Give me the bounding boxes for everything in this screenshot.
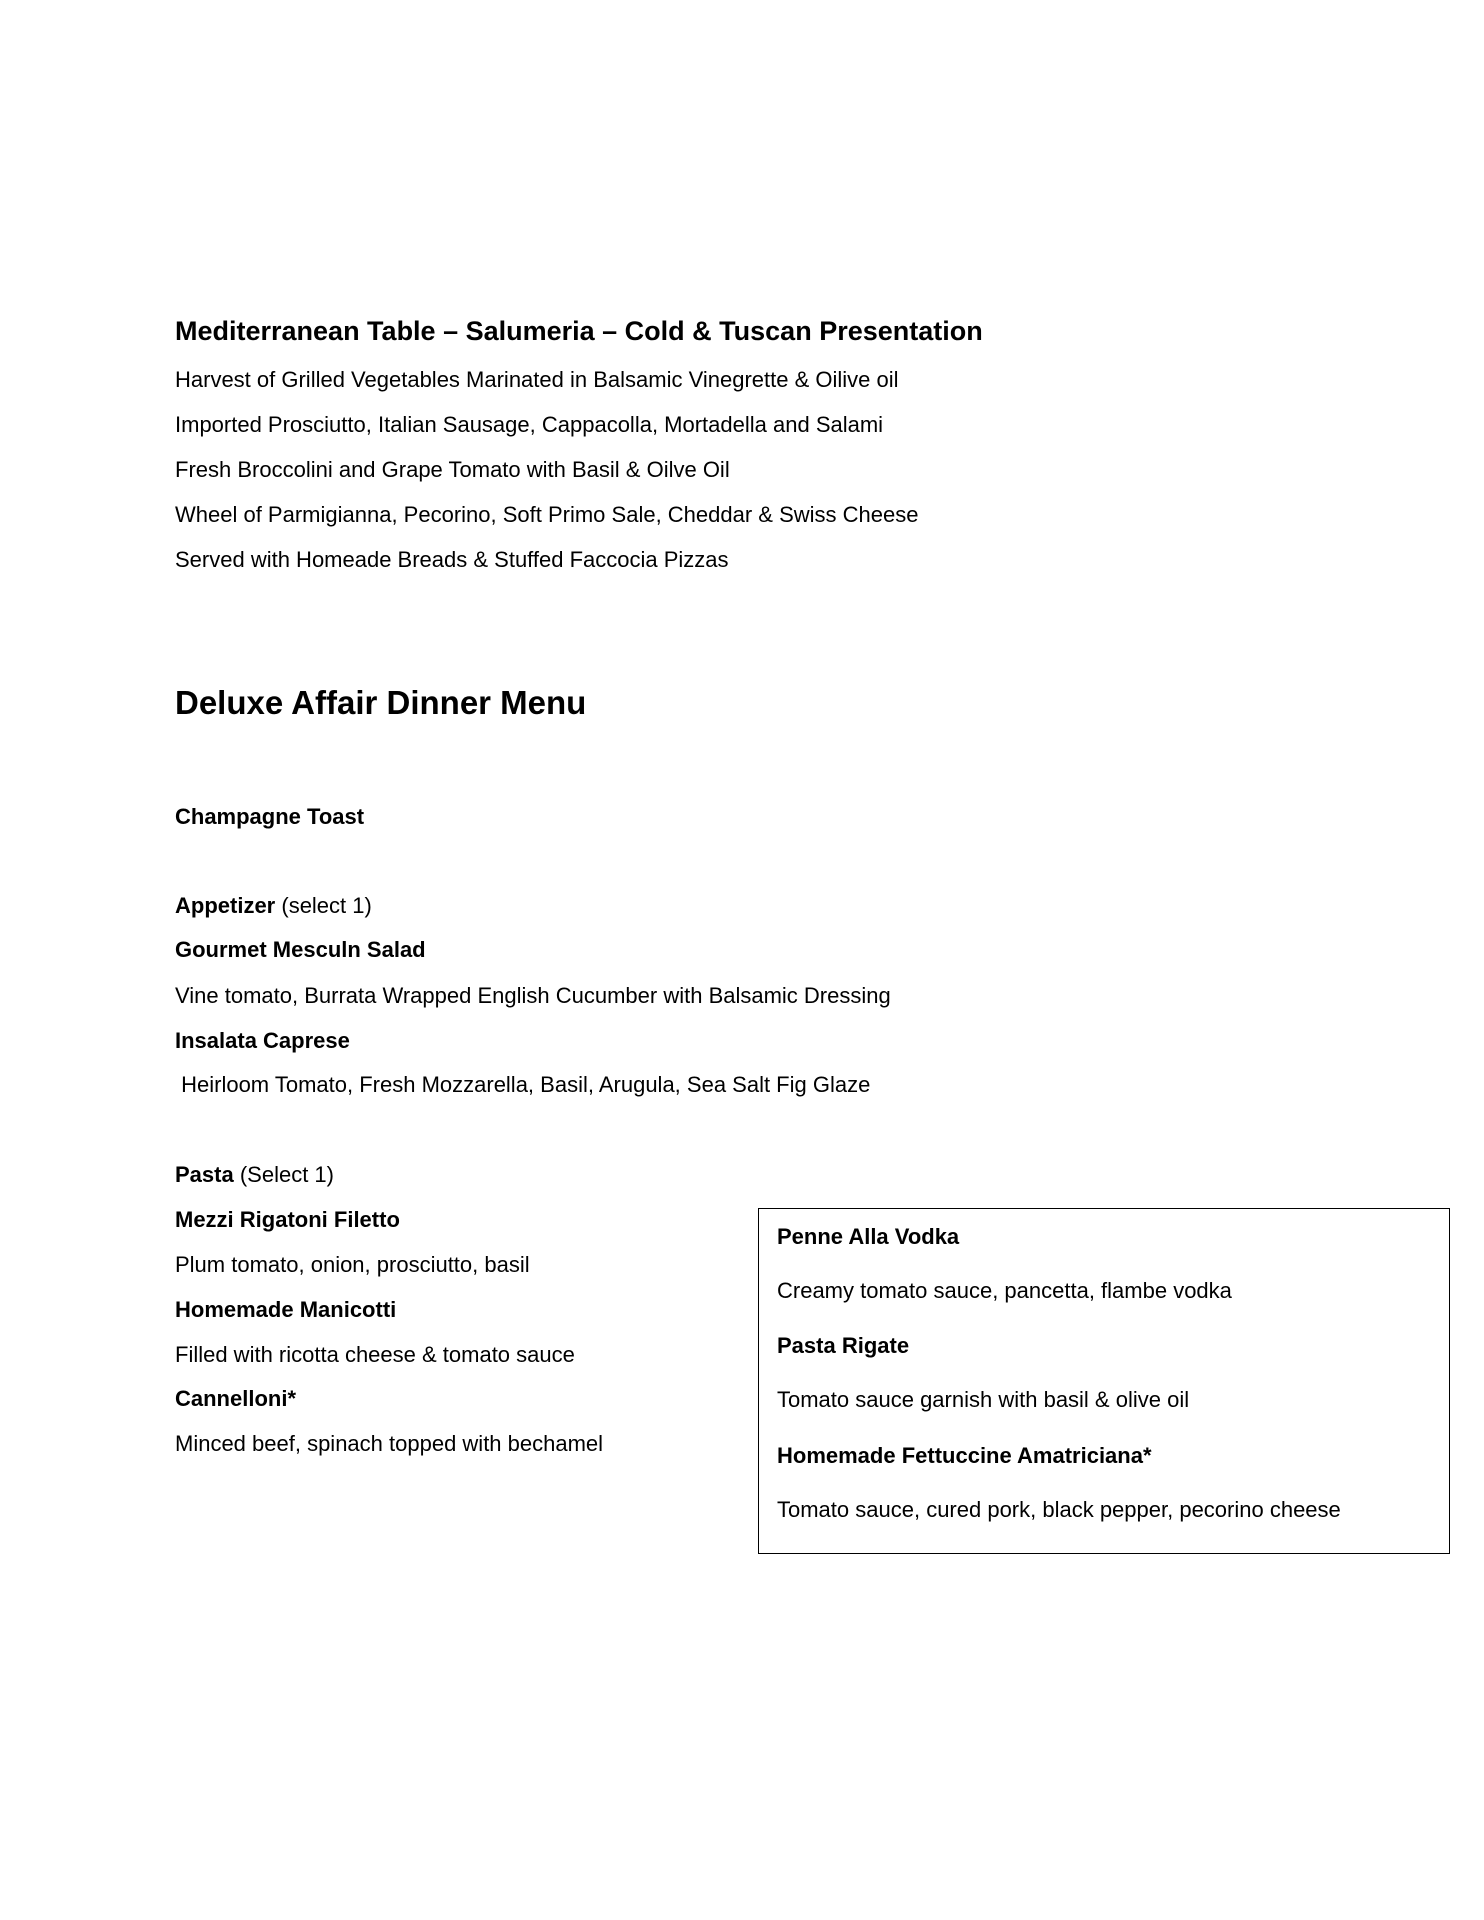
dinner-title: Deluxe Affair Dinner Menu [175,684,587,721]
menu-line: Served with Homeade Breads & Stuffed Faccocia Pizzas [175,547,729,572]
appetizer-note: (select 1) [275,893,372,918]
pasta-note: (Select 1) [233,1162,334,1187]
dish-desc: Filled with ricotta cheese & tomato sauce [175,1342,575,1367]
dish-name: Gourmet Mesculn Salad [175,937,426,962]
pasta-heading [175,1161,334,1189]
dish-name: Pasta Rigate [777,1333,910,1358]
menu-line: Fresh Broccolini and Grape Tomato with Basil & Oilve Oil [175,457,730,482]
appetizer-heading [175,892,372,920]
menu-line: Harvest of Grilled Vegetables Marinated in Balsamic Vinegrette & Oilive oil [175,367,899,392]
dish-desc: Vine tomato, Burrata Wrapped English Cucumber with Balsamic Dressing [175,983,891,1008]
appetizer-label: Appetizer [175,893,276,918]
dish-name: Insalata Caprese [175,1028,350,1053]
dish-desc: Plum tomato, onion, prosciutto, basil [175,1252,530,1277]
dish-desc: Tomato sauce, cured pork, black pepper, pecorino cheese [777,1497,1341,1522]
dish-name: Homemade Fettuccine Amatriciana* [777,1443,1152,1468]
pasta-label: Pasta [175,1162,234,1187]
dish-name: Cannelloni* [175,1386,297,1411]
champagne-toast: Champagne Toast [175,804,365,829]
dish-desc: Minced beef, spinach topped with bechamel [175,1431,604,1456]
dish-desc: Heirloom Tomato, Fresh Mozzarella, Basil, Arugula, Sea Salt Fig Glaze [175,1072,871,1097]
dish-name: Penne Alla Vodka [777,1224,960,1249]
dish-name: Mezzi Rigatoni Filetto [175,1207,400,1232]
mediterranean-title: Mediterranean Table – Salumeria – Cold & Tuscan Presentation [175,316,983,346]
menu-line: Wheel of Parmigianna, Pecorino, Soft Primo Sale, Cheddar & Swiss Cheese [175,502,919,527]
dish-desc: Tomato sauce garnish with basil & olive oil [777,1387,1190,1412]
dish-desc: Creamy tomato sauce, pancetta, flambe vodka [777,1278,1232,1303]
menu-line: Imported Prosciutto, Italian Sausage, Cappacolla, Mortadella and Salami [175,412,884,437]
dish-name: Homemade Manicotti [175,1297,397,1322]
